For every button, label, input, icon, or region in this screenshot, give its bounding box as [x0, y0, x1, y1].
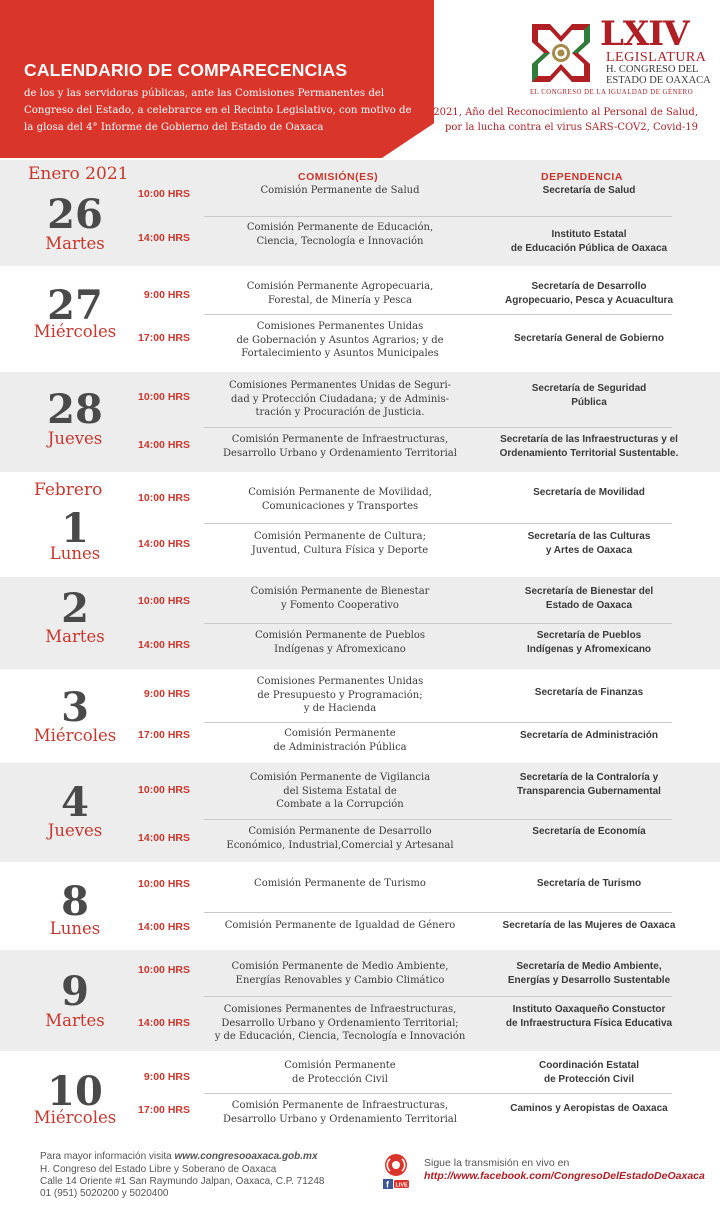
footer-phone: 01 (951) 5020200 y 5020400: [40, 1188, 169, 1199]
session-time: 14:00 HRS: [138, 639, 190, 651]
dependency-name: Instituto Oaxaqueño Constuctor de Infraestructura Física Educativa: [505, 1004, 673, 1029]
day-block: [0, 950, 720, 1051]
session-time: 10:00 HRS: [138, 595, 190, 607]
website-link[interactable]: www.congresooaxaca.gob.mx: [174, 1151, 318, 1162]
day-number: 8: [61, 878, 89, 925]
session-time: 14:00 HRS: [138, 439, 190, 451]
slot-divider: [204, 996, 672, 997]
logo-numeral: LXIV: [600, 14, 689, 54]
month-label-january: Enero 2021: [28, 164, 129, 184]
year-motto-line-2: por la lucha contra el virus SARS-COV2, Covid-19: [444, 122, 698, 133]
slot-divider: [204, 216, 672, 217]
dependency-name: Instituto Estatal de Educación Pública de Oaxaca: [510, 229, 668, 254]
month-label-february: Febrero: [34, 480, 103, 500]
dependency-name: Secretaría de Economía: [532, 826, 646, 837]
footer-info: [40, 1151, 318, 1162]
session-time: 14:00 HRS: [138, 232, 190, 244]
slot-divider: [204, 623, 672, 624]
day-number: 27: [47, 282, 103, 329]
slot-divider: [204, 819, 672, 820]
commission-name: Comisión Permanente de Salud: [260, 185, 420, 196]
logo-legislatura: LEGISLATURA: [606, 50, 707, 65]
live-stream-icon: [382, 1153, 410, 1189]
session-time: 10:00 HRS: [138, 878, 190, 890]
session-time: 10:00 HRS: [138, 964, 190, 976]
session-time: 10:00 HRS: [138, 188, 190, 200]
slot-divider: [204, 314, 672, 315]
session-time: 10:00 HRS: [138, 391, 190, 403]
session-time: 14:00 HRS: [138, 538, 190, 550]
day-number: 9: [61, 968, 89, 1015]
dependency-name: Secretaría de Medio Ambiente, Energías y Desarrollo Sustentable: [507, 961, 671, 986]
session-time: 10:00 HRS: [138, 492, 190, 504]
day-block: [0, 862, 720, 950]
slot-divider: [204, 523, 672, 524]
commission-name: Comisiones Permanentes de Infraestructuras, Desarrollo Urbano y Ordenamiento Territorial; y de Educación, Ciencia, Tecnología e Innovación: [214, 1004, 466, 1042]
slot-divider: [204, 722, 672, 723]
day-block: [0, 472, 720, 577]
commission-name: Comisiones Permanentes Unidas de Gobernación y Asuntos Agrarios; y de Fortalecimiento y Asuntos Municipales: [236, 321, 444, 359]
footer: [0, 1143, 720, 1216]
dependency-name: Secretaría General de Gobierno: [513, 333, 665, 344]
commission-name: Comisión Permanente de Igualdad de Género: [224, 920, 456, 931]
footer-info-prefix: Para mayor información visita: [40, 1151, 175, 1162]
day-number: 4: [61, 779, 89, 826]
header: [0, 0, 720, 160]
session-time: 14:00 HRS: [138, 921, 190, 933]
day-number: 28: [47, 386, 103, 433]
dependency-name: Secretaría de las Infraestructuras y el Ordenamiento Territorial Sustentable.: [499, 434, 679, 459]
day-number: 3: [61, 684, 89, 731]
footer-address-line-2: Calle 14 Oriente #1 San Raymundo Jalpan, Oaxaca, C.P. 71248: [40, 1176, 325, 1187]
commission-name: Comisión Permanente de Protección Civil: [284, 1060, 396, 1085]
svg-text:f: f: [386, 1179, 389, 1189]
live-stream-text: Sigue la transmisión en vivo en: [424, 1157, 570, 1169]
logo-congreso-line-1: H. CONGRESO DEL: [606, 64, 699, 75]
day-block: [0, 577, 720, 669]
page-subtitle: de los y las servidoras públicas, ante las Comisiones Permanentes del Congreso del Estado, a celebrarce en el Recinto Legislativo, con motivo de la glosa del 4° Informe de Gobierno del Estado de Oaxaca: [24, 88, 412, 133]
commission-name: Comisión Permanente de Cultura; Juventud, Cultura Física y Deporte: [251, 531, 429, 556]
day-name: Miércoles: [33, 726, 117, 745]
day-number: 2: [61, 585, 89, 632]
dependency-name: Secretaría de las Culturas y Artes de Oaxaca: [527, 531, 651, 556]
logo-tagline: EL CONGRESO DE LA IGUALDAD DE GÉNERO: [530, 89, 694, 96]
day-name: Lunes: [49, 919, 101, 938]
day-block: [0, 266, 720, 372]
year-motto: [418, 105, 698, 135]
day-name: Martes: [45, 234, 105, 253]
dependency-name: Caminos y Aeropistas de Oaxaca: [510, 1103, 668, 1114]
session-time: 14:00 HRS: [138, 832, 190, 844]
commission-name: Comisión Permanente de Turismo: [254, 878, 426, 889]
dependency-name: Secretaría de Finanzas: [534, 687, 644, 698]
dependency-name: Secretaría de Bienestar del Estado de Oaxaca: [524, 586, 654, 611]
day-block: [0, 669, 720, 763]
page-title: CALENDARIO DE COMPARECENCIAS: [24, 60, 348, 80]
day-block: [0, 1051, 720, 1138]
commission-name: Comisión Permanente de Pueblos Indígenas y Afromexicano: [255, 630, 425, 655]
session-time: 17:00 HRS: [138, 332, 190, 344]
facebook-link[interactable]: http://www.facebook.com/CongresoDelEstadoDeOaxaca: [424, 1170, 705, 1182]
session-time: 9:00 HRS: [143, 1071, 190, 1083]
session-time: 9:00 HRS: [143, 688, 190, 700]
live-badge-text: LIVE: [395, 1182, 408, 1189]
day-number: 26: [47, 191, 103, 238]
day-number: 1: [61, 505, 89, 552]
commission-name: Comisión Permanente de Bienestar y Fomento Cooperativo: [250, 586, 430, 611]
dependency-name: Secretaría de las Mujeres de Oaxaca: [502, 920, 676, 931]
dependency-name: Secretaría de Turismo: [536, 878, 642, 889]
commission-name: Comisión Permanente de Desarrollo Económico, Industrial,Comercial y Artesanal: [226, 826, 454, 851]
dependency-name: Secretaría de Movilidad: [533, 487, 645, 498]
commission-name: Comisión Permanente de Educación, Ciencia, Tecnología e Innovación: [246, 222, 434, 247]
commission-name: Comisión Permanente de Medio Ambiente, Energías Renovables y Cambio Climático: [231, 961, 449, 986]
slot-divider: [204, 912, 672, 913]
day-name: Jueves: [47, 821, 103, 840]
dependency-name: Secretaría de Pueblos Indígenas y Afromexicano: [526, 630, 652, 655]
session-time: 17:00 HRS: [138, 729, 190, 741]
dependency-name: Coordinación Estatal de Protección Civil: [538, 1060, 639, 1085]
dependency-name: Secretaría de Administración: [519, 730, 658, 741]
commission-name: Comisión Permanente de Administración Pública: [273, 728, 407, 753]
dependency-name: Secretaría de Desarrollo Agropecuario, Pesca y Acuacultura: [504, 281, 674, 306]
day-name: Miércoles: [33, 1108, 117, 1127]
commission-name: Comisión Permanente Agropecuaria, Forestal, de Minería y Pesca: [246, 281, 434, 306]
footer-address-line-1: H. Congreso del Estado Libre y Soberano de Oaxaca: [40, 1164, 277, 1175]
session-time: 14:00 HRS: [138, 1017, 190, 1029]
day-name: Jueves: [47, 429, 103, 448]
commission-name: Comisión Permanente de Infraestructuras, Desarrollo Urbano y Ordenamiento Territorial: [223, 434, 457, 459]
congress-logo-icon: [528, 20, 594, 86]
day-block: [0, 763, 720, 862]
session-time: 17:00 HRS: [138, 1104, 190, 1116]
day-name: Martes: [45, 627, 105, 646]
column-header-dependency: DEPENDENCIA: [541, 171, 623, 183]
day-number: 10: [47, 1068, 103, 1115]
commission-name: Comisiones Permanentes Unidas de Presupuesto y Programación; y de Hacienda: [256, 676, 424, 714]
dependency-name: Secretaría de la Contraloría y Transparencia Gubernamental: [517, 772, 661, 797]
day-name: Lunes: [49, 544, 101, 563]
commission-name: Comisiones Permanentes Unidas de Seguri- dad y Protección Ciudadana; y de Adminis- tración y Procuración de Justicia.: [228, 380, 452, 418]
session-time: 9:00 HRS: [143, 289, 190, 301]
column-header-commission: COMISIÓN(ES): [298, 171, 379, 183]
day-name: Miércoles: [33, 322, 117, 341]
dependency-name: Secretaría de Salud: [542, 185, 636, 196]
slot-divider: [204, 427, 672, 428]
day-block: [0, 372, 720, 472]
day-name: Martes: [45, 1011, 105, 1030]
session-time: 10:00 HRS: [138, 784, 190, 796]
dependency-name: Secretaría de Seguridad Pública: [531, 383, 647, 408]
slot-divider: [204, 1093, 672, 1094]
year-motto-line-1: 2021, Año del Reconocimiento al Personal de Salud,: [433, 107, 698, 118]
logo-congreso-line-2: ESTADO DE OAXACA: [606, 75, 711, 86]
commission-name: Comisión Permanente de Movilidad, Comunicaciones y Transportes: [248, 487, 432, 512]
commission-name: Comisión Permanente de Vigilancia del Sistema Estatal de Combate a la Corrupción: [249, 772, 431, 810]
commission-name: Comisión Permanente de Infraestructuras, Desarrollo Urbano y Ordenamiento Territorial: [223, 1100, 457, 1125]
